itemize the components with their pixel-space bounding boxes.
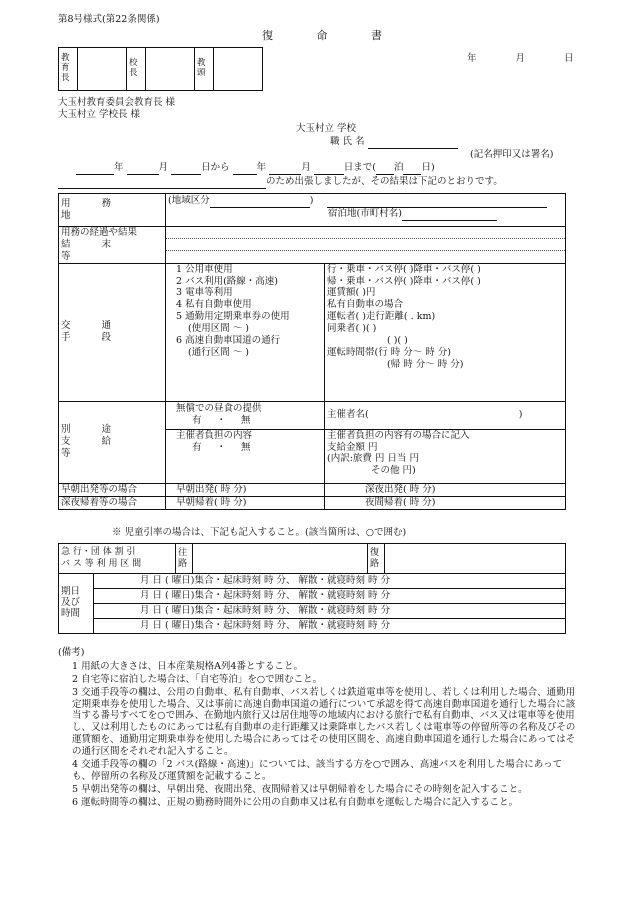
period-month-to: 月 <box>301 162 311 173</box>
seal-note: (記名押印又は署名) <box>470 149 554 160</box>
early-label: 早朝出発等の場合 <box>59 483 166 496</box>
outbound-cell[interactable] <box>193 544 368 574</box>
blank <box>127 162 159 175</box>
approval-label-principal: 校 長 <box>126 48 145 91</box>
transport-options[interactable]: 1 公用車使用 2 バス利用(路線・高速) 3 電車等利用 4 私有自動車使用 5 通勤用定期乗車券の使用 (使用区間 〜 ) 6 高速自動車国道の通行 (通行区間 〜 ) <box>166 263 325 401</box>
allowance-label: 別 途 支 給 等 <box>59 401 166 483</box>
reporter-job-name-label: 職 氏 名 <box>330 136 365 147</box>
return-cell[interactable] <box>385 544 566 574</box>
process-label: 用務の経過や結果 結 末 等 <box>59 227 166 264</box>
group-label: 急 行・団 体 割 引 バ ス 等 利 用 区 間 <box>59 544 176 574</box>
purpose-text: のため出張しましたが、その結果は下記のとおりです。 <box>266 176 503 187</box>
report-date: 年 月 日 <box>467 53 592 64</box>
period-year-to: 年 <box>256 162 267 173</box>
reporter-job-name[interactable] <box>330 136 458 149</box>
reporter-school: 大玉村立 学校 <box>296 123 357 134</box>
period-nights: 泊 <box>393 162 404 173</box>
note-6: 6 運転時間等の欄は、正規の勤務時間外に公用の自動車又は私有自動車を運転した場合に記入すること。 <box>72 796 519 808</box>
addressee-superintendent: 大玉村教育委員会教育長 様 <box>58 97 176 108</box>
process-cell[interactable] <box>166 227 566 264</box>
transport-details[interactable]: 行・乗車・バス停( )降車・バス停( ) 帰・乗車・バス停( )降車・バス停( ) 運賃額( )円 私有自動車の場合 運転者( )走行距離( . km) 同乗者( )( ) ( )( ) 運転時間帯(行 時 分〜 時 分) (帰 時 分〜 時 分) <box>325 263 566 401</box>
business-location-cell[interactable]: (地域区分 ) 宿泊地(市町村名) <box>166 194 566 227</box>
meal-cell[interactable]: 無償での昼食の提供 有 ・ 無 <box>166 401 325 429</box>
note-2: 2 自宅等に宿泊した場合は、「自宅等泊」を○で囲むこと。 <box>72 673 323 685</box>
region-label: (地域区分 <box>168 195 210 206</box>
late-departure-cell[interactable]: 深夜出発( 時 分) <box>325 483 566 496</box>
note-1: 1 用紙の大きさは、日本産業規格A列4番とすること。 <box>72 660 303 672</box>
early-departure-cell[interactable]: 早朝出発( 時 分) <box>166 483 325 496</box>
addressee-principal: 大玉村立 学校長 様 <box>58 109 141 120</box>
blank <box>376 162 394 175</box>
blank <box>269 162 301 175</box>
purpose-blank <box>58 176 266 189</box>
schedule-row-3[interactable]: 月 日 ( 曜日)集合・起床時刻 時 分、 解散・就寝時刻 時 分 <box>94 604 566 619</box>
period-until: 日まで( <box>343 162 376 173</box>
travel-period-line[interactable] <box>76 162 435 175</box>
return-label: 復 路 <box>368 544 385 574</box>
outbound-label: 往 路 <box>176 544 193 574</box>
form-number: 第8号様式(第22条関係) <box>58 14 160 25</box>
late-label: 深夜帰着等の場合 <box>59 496 166 509</box>
note-3: 3 交通手段等の欄は、公用の自動車、私有自動車、バス若しくは鉄道電車等を使用し、若しくは利用した場合、通勤用定期乗車券を使用した場合、又は事前に高速自動車国道の通行について承認を得て高速自動車国道を通行した場合に該当する番号すべてを○で囲み、在勤地内旅行又は居住地等の地域内における旅行で私有自動車、バス又は電車等を使用し、又は利用したものにあっては私有自動車の走行距離又は乗降車したバス若しくは電車等の停留所等の名称及びその運賃額を、通勤用定期乗車券を使用した場合にあってはその使用区間を、高速自動車国道を通行した場合にあってはその通行区間をそれぞれ記入すること。 <box>72 686 576 757</box>
notes-section <box>58 647 578 809</box>
blank <box>233 162 257 175</box>
blank <box>76 162 114 175</box>
stamp-box-vice-principal[interactable] <box>213 48 262 91</box>
schedule-row-2[interactable]: 月 日 ( 曜日)集合・起床時刻 時 分、 解散・就寝時刻 時 分 <box>94 589 566 604</box>
night-return-cell[interactable]: 夜間帰着( 時 分) <box>325 496 566 509</box>
period-from: 日から <box>201 162 230 173</box>
schedule-table <box>58 573 566 634</box>
purpose-line[interactable] <box>58 176 503 189</box>
region-blank <box>210 195 310 208</box>
approval-label-superintendent: 教 育 長 <box>59 48 78 91</box>
schedule-row-4[interactable]: 月 日 ( 曜日)集合・起床時刻 時 分、 解散・就寝時刻 時 分 <box>94 619 566 634</box>
burden-detail-cell[interactable]: 主催者負担の内容有の場合に記入 支給金額 円 (内訳:旅費 円 日当 円 その他 円) <box>325 429 566 483</box>
blank <box>314 162 344 175</box>
notes-heading: (備考) <box>58 647 85 658</box>
stamp-box-principal[interactable] <box>145 48 194 91</box>
approval-label-vice-principal: 教 頭 <box>194 48 213 91</box>
blank <box>403 162 421 175</box>
period-label: 期日 及び 時間 <box>59 574 94 634</box>
period-days: 日) <box>421 162 435 173</box>
lodging-blank <box>402 208 497 221</box>
business-location-label: 用 務 地 <box>59 194 166 227</box>
blank <box>171 162 201 175</box>
child-escort-note: ※ 児童引率の場合は、下記も記入すること。(該当箇所は、○で囲む) <box>112 527 407 538</box>
transport-label: 交 通 手 段 <box>59 263 166 401</box>
lodging-label: 宿泊地(市町村名) <box>328 207 402 219</box>
reporter-name-line <box>368 136 458 149</box>
stamp-box-superintendent[interactable] <box>77 48 126 91</box>
burden-cell[interactable]: 主催者負担の内容 有 ・ 無 <box>166 429 325 483</box>
group-table <box>58 543 566 574</box>
host-cell[interactable]: 主催者名( ) <box>325 401 566 429</box>
region-extra-blank <box>327 195 547 208</box>
form-title: 復 命 書 <box>262 29 402 42</box>
approval-stamp-table <box>58 47 263 91</box>
note-4: 4 交通手段等の欄の「2 バス(路線・高速)」については、該当する方を○で囲み、高速バスを利用した場合にあっても、停留所の名称及び運賃額を記載すること。 <box>72 758 563 782</box>
period-month: 月 <box>158 162 169 173</box>
period-year: 年 <box>114 162 124 173</box>
early-return-cell[interactable]: 早朝帰着( 時 分) <box>166 496 325 509</box>
note-5: 5 早朝出発等の欄は、早朝出発、夜間出発、夜間帰着又は早朝帰着をした場合にその時刻を記入すること。 <box>72 783 528 795</box>
main-report-table <box>58 193 566 510</box>
schedule-row-1[interactable]: 月 日 ( 曜日)集合・起床時刻 時 分、 解散・就寝時刻 時 分 <box>94 574 566 589</box>
